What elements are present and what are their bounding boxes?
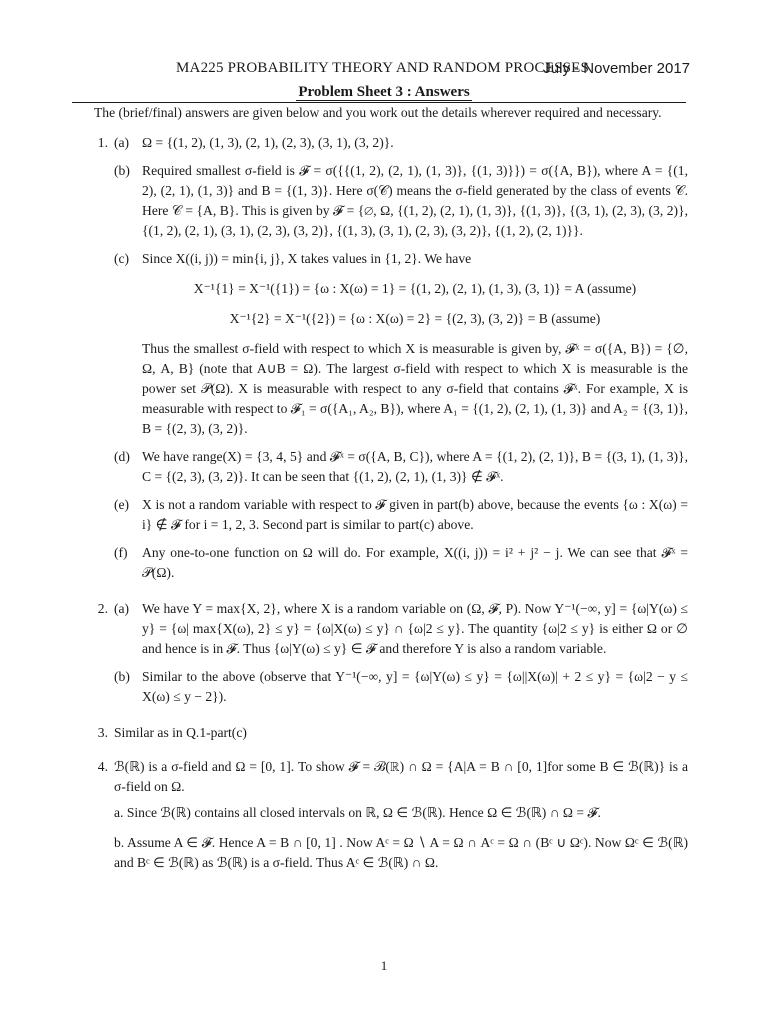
question-3: 3. Similar as in Q.1-part(c) bbox=[72, 723, 688, 743]
answer-1f: (f) Any one-to-one function on Ω will do. For example, X((i, j)) = i² + j² − j. We can see that 𝓕ˣ = 𝒫(Ω). bbox=[114, 545, 688, 580]
document-body bbox=[72, 103, 688, 883]
answer-1b: (b) Required smallest σ-field is 𝓕 = σ({{(1, 2), (2, 1), (1, 3)}, {(1, 3)}}) = σ({A, B}), where A = {(1, 2), (2, 1), (1, 3)} and B = {(1, 3)}. Here σ(𝒞) means the σ-field generated by the class of events 𝒞. Here 𝒞 = {A, B}. This is given by 𝓕 = {∅, Ω, {(1, 2), (2, 1), (1, 3)}, {(1, 3)}, {(3, 1), (2, 3), (3, 2)}, {(1, 2), (2, 1), (3, 1), (2, 3), (3, 2)}, {(1, 3), (3, 1), (2, 3), (3, 2)}, {(1, 2), (2, 1)}}. bbox=[114, 163, 688, 238]
answer-1e: (e) X is not a random variable with respect to 𝓕 given in part(b) above, because the events {ω : X(ω) = i} ∉ 𝓕 for i = 1, 2, 3. Second part is similar to part(c) above. bbox=[114, 497, 688, 532]
answer-4b: b. Assume A ∈ 𝓕. Hence A = B ∩ [0, 1] . Now Aᶜ = Ω ∖ A = Ω ∩ Aᶜ = Ω ∩ (Bᶜ ∪ Ωᶜ). Now Ωᶜ ∈ ℬ(ℝ) and Bᶜ ∈ ℬ(ℝ) as ℬ(ℝ) is a σ-field. Thus Aᶜ ∈ ℬ(ℝ) ∩ Ω. bbox=[114, 835, 688, 870]
question-1 bbox=[72, 133, 688, 591]
answer-2b: (b) Similar to the above (observe that Y⁻¹(−∞, y] = {ω|Y(ω) ≤ y} = {ω||X(ω)| + 2 ≤ y} = {ω|2 − y ≤ X(ω) ≤ y − 2}). bbox=[114, 669, 688, 704]
equation-2: X⁻¹{2} = X⁻¹({2}) = {ω : X(ω) = 2} = {(2, 3), (3, 2)} = B (assume) bbox=[229, 311, 601, 326]
term-label: July - November 2017 bbox=[543, 60, 690, 77]
answer-1d: (d) We have range(X) = {3, 4, 5} and 𝓕ˣ = σ({A, B, C}), where A = {(1, 2), (2, 1)}, B = {(3, 1), (1, 3)}, C = {(2, 3), (3, 2)}. It can be seen that {(1, 2), (2, 1), (1, 3)} ∉ 𝓕ˣ. bbox=[114, 449, 688, 484]
answer-1c: (c) Since X((i, j)) = min{i, j}, X takes values in {1, 2}. We have X⁻¹{1} = X⁻¹({1}) = {ω : X(ω) = 1} = {(1, 2), (2, 1), (1, 3), (3, 1)} = A (assume) X⁻¹{2} = X⁻¹({2}) = {ω : X(ω) = 2} = {(2, 3), (3, 2)} = B (assume) Thus the smallest σ-field with respect to which X is measurable is given by, 𝓕ˣ = σ({A, B}) = {∅, Ω, A, B} (note that A∪B = Ω). The largest σ-field with respect to which X is measurable is the power set 𝒫(Ω). X is measurable with respect to any σ-field that contains 𝓕ˣ. For example, X is measurable with respect to 𝓕₁ = σ({A₁, A₂, B}), where A₁ = {(1, 2), (2, 1), (1, 3)} and A₂ = {(3, 1)}, B = {(2, 3), (3, 2)}. bbox=[114, 251, 688, 436]
sheet-title: Problem Sheet 3 : Answers bbox=[298, 84, 470, 100]
question-number: 1. bbox=[97, 135, 108, 150]
answer-2a: (a) We have Y = max{X, 2}, where X is a random variable on (Ω, 𝓕, P). Now Y⁻¹(−∞, y] = {ω|Y(ω) ≤ y} = {ω| max{X(ω), 2} ≤ y} = {ω|X(ω) ≤ y} ∩ {ω|2 ≤ y}. The quantity {ω|2 ≤ y} is either Ω or ∅ and hence is in 𝓕. Thus {ω|Y(ω) ≤ y} ∈ 𝓕 and therefore Y is also a random variable. bbox=[114, 601, 688, 656]
answer-4a: a. Since ℬ(ℝ) contains all closed intervals on ℝ, Ω ∈ ℬ(ℝ). Hence Ω ∈ ℬ(ℝ) ∩ Ω = 𝓕. bbox=[114, 805, 601, 820]
equation-1: X⁻¹{1} = X⁻¹({1}) = {ω : X(ω) = 1} = {(1, 2), (2, 1), (1, 3), (3, 1)} = A (assume) bbox=[193, 281, 637, 296]
intro-paragraph: The (brief/final) answers are given below and you work out the details wherever required and necessary. bbox=[94, 105, 662, 120]
question-2 bbox=[72, 599, 688, 715]
question-number: 2. bbox=[97, 601, 108, 616]
page-number: 1 bbox=[380, 958, 388, 973]
question-number: 4. bbox=[97, 759, 108, 774]
course-title: MA225 PROBABILITY THEORY AND RANDOM PROCESSES bbox=[176, 60, 590, 76]
answer-1a: (a) Ω = {(1, 2), (1, 3), (2, 1), (2, 3), (3, 1), (3, 2)}. bbox=[114, 135, 394, 150]
question-number: 3. bbox=[97, 725, 108, 740]
question-4: 4. ℬ(ℝ) is a σ-field and Ω = [0, 1]. To show 𝓕 = ℬ(ℝ) ∩ Ω = {A|A = B ∩ [0, 1]for some B ∈ ℬ(ℝ)} is a σ-field on Ω. a. Since ℬ(ℝ) contains all closed intervals on ℝ, Ω ∈ ℬ(ℝ). Hence Ω ∈ ℬ(ℝ) ∩ Ω = 𝓕. b. Assume A ∈ 𝓕. Hence A = B ∩ [0, 1] . Now Aᶜ = Ω ∖ A = Ω ∩ Aᶜ = Ω ∩ (Bᶜ ∪ Ωᶜ). Now Ωᶜ ∈ ℬ(ℝ) and Bᶜ ∈ ℬ(ℝ) as ℬ(ℝ) is a σ-field. Thus Aᶜ ∈ ℬ(ℝ) ∩ Ω. bbox=[72, 757, 688, 883]
